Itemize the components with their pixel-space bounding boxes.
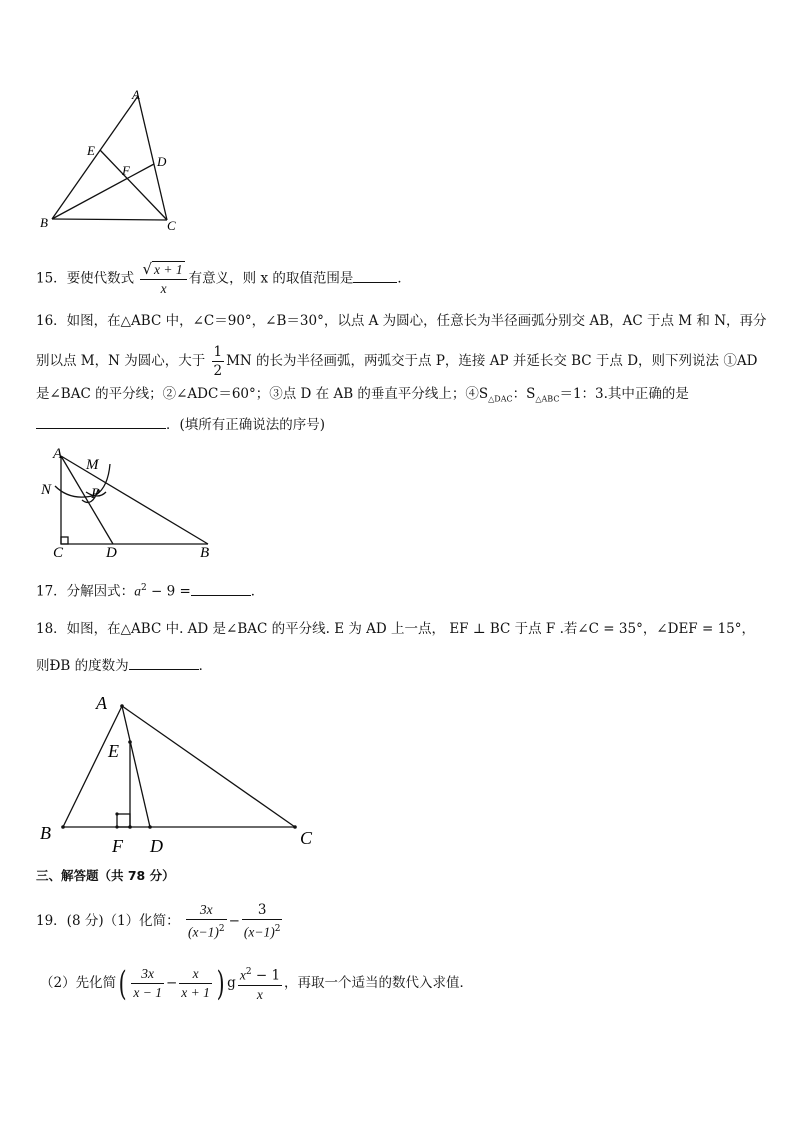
q19-f1-num: 3x <box>186 901 227 920</box>
q19-f2-num: 3 <box>242 901 283 920</box>
q19-g3-num-exp: 2 <box>245 967 252 978</box>
q15-suffix: 有意义，则 x 的取值范围是 <box>188 270 354 287</box>
q18-label-e: E <box>108 741 119 761</box>
q16-half-den: 2 <box>213 363 223 379</box>
label-d: D <box>157 154 167 169</box>
q18-end: ． <box>198 658 213 674</box>
q16-line3-c: ＝1：3.其中正确的是 <box>559 386 689 402</box>
q15-prefix: 要使代数式 <box>66 270 135 287</box>
q16-label-n: N <box>41 482 52 498</box>
q19-f1-den: (x−1) <box>187 924 219 940</box>
label-a: A <box>132 87 140 102</box>
q16-answer-blank[interactable] <box>36 414 166 429</box>
q16-sub-dac: △DAC <box>488 394 513 404</box>
figure-q16-triangle <box>36 442 226 562</box>
q18-answer-blank[interactable] <box>129 655 199 670</box>
q19-f1-exp: 2 <box>218 924 225 935</box>
q19-fraction-2 <box>242 901 283 942</box>
q19-part1 <box>36 898 284 944</box>
label-f: F <box>122 163 130 178</box>
q19-g3-den: x <box>256 986 263 1002</box>
q19-part2 <box>40 960 473 1006</box>
q19-g2-num: x <box>179 965 212 984</box>
q19-g3-num: x <box>239 967 246 983</box>
q16-label-p: P <box>91 486 101 502</box>
q19-fraction-1 <box>186 901 227 942</box>
q16-line2-prefix: 别以点 M，N 为圆心，大于 <box>36 353 206 369</box>
q16-line2 <box>36 343 757 380</box>
question-17 <box>36 578 264 602</box>
q18-label-a: A <box>96 693 107 713</box>
label-c: C <box>167 218 176 233</box>
q15-fraction: $\frac{√ x + 1}{x}$ <box>140 260 186 298</box>
q15-number: 15． <box>36 270 67 287</box>
label-b: B <box>40 215 48 230</box>
q18-label-f: F <box>112 836 123 856</box>
q19-part1-prefix: 19．(8 分)（1）化简： <box>36 913 180 929</box>
q16-line3-b: ：S <box>512 386 536 402</box>
q16-line4-text: ．(填所有正确说法的序号) <box>166 417 326 433</box>
q19-g3-num-rest: − 1 <box>251 967 281 984</box>
q18-label-b: B <box>40 823 51 843</box>
q19-g3 <box>238 963 282 1004</box>
question-15 <box>36 260 411 298</box>
q15-radicand: x + 1 <box>154 262 183 277</box>
q19-part2-prefix: （2）先化简 <box>40 975 117 991</box>
q15-denominator: x <box>160 281 167 296</box>
q16-half-num: 1 <box>213 344 223 360</box>
q16-label-m: M <box>86 457 99 473</box>
q18-line2 <box>36 655 212 676</box>
figure-q18-triangle <box>36 690 326 860</box>
q19-minus: − <box>228 913 240 929</box>
q15-answer-blank[interactable] <box>353 268 397 283</box>
q19-part2-suffix: ，再取一个适当的数代入求值． <box>284 975 474 991</box>
q16-sub-abc: △ABC <box>535 394 560 404</box>
q16-label-d: D <box>106 545 117 561</box>
q16-line1: 16．如图，在△ABC 中，∠C＝90°，∠B＝30°，以点 A 为圆心，任意长为半径画弧分别交 AB，AC 于点 M 和 N，再分 <box>36 313 767 329</box>
q19-minus-2: − <box>165 975 178 991</box>
section-3-title: 三、解答题（共 78 分） <box>36 868 175 883</box>
q16-label-a: A <box>53 446 63 462</box>
q16-line2-suffix: MN 的长为半径画弧，两弧交于点 P，连接 AP 并延长交 BC 于点 D，则下列说法 ①AD <box>226 353 758 369</box>
q19-g2-den: x + 1 <box>181 985 210 1000</box>
q19-f2-exp: 2 <box>274 924 281 935</box>
q19-g1-den: x − 1 <box>133 985 162 1000</box>
q17-expr-exp: 2 <box>140 583 147 593</box>
q17-end: ． <box>250 583 265 600</box>
left-paren: ( <box>118 963 127 1004</box>
q19-g1 <box>131 965 164 1002</box>
q17-prefix: 17．分解因式： <box>36 583 135 600</box>
q16-line4 <box>36 414 325 435</box>
q18-line1: 18．如图，在△ABC 中. AD 是∠BAC 的平分线. E 为 AD 上一点， EF ⊥ BC 于点 F .若∠C = 35°，∠DEF = 15°， <box>36 621 755 637</box>
q18-label-c: C <box>300 828 313 848</box>
q17-answer-blank[interactable] <box>191 581 251 596</box>
right-paren: ) <box>216 963 225 1004</box>
q19-g2 <box>179 965 212 1002</box>
q17-expr-rest: − 9 = <box>146 583 191 600</box>
q19-op: g <box>227 975 236 991</box>
q18-line2-prefix: 则ÐB 的度数为 <box>36 658 129 674</box>
q17-expr-a: a <box>134 583 141 599</box>
q16-label-c: C <box>53 545 64 561</box>
q16-label-b: B <box>200 545 210 561</box>
q16-half-fraction <box>212 343 225 380</box>
q16-line3-a: 是∠BAC 的平分线；②∠ADC＝60°；③点 D 在 AB 的垂直平分线上；④S <box>36 386 489 402</box>
q16-line3 <box>36 384 689 410</box>
label-e: E <box>87 143 95 158</box>
figure-triangle-abc <box>30 80 210 240</box>
q19-g1-num: 3x <box>131 965 164 984</box>
q15-end: ． <box>397 270 411 287</box>
q18-label-d: D <box>150 836 163 856</box>
q19-f2-den: (x−1) <box>243 924 275 940</box>
